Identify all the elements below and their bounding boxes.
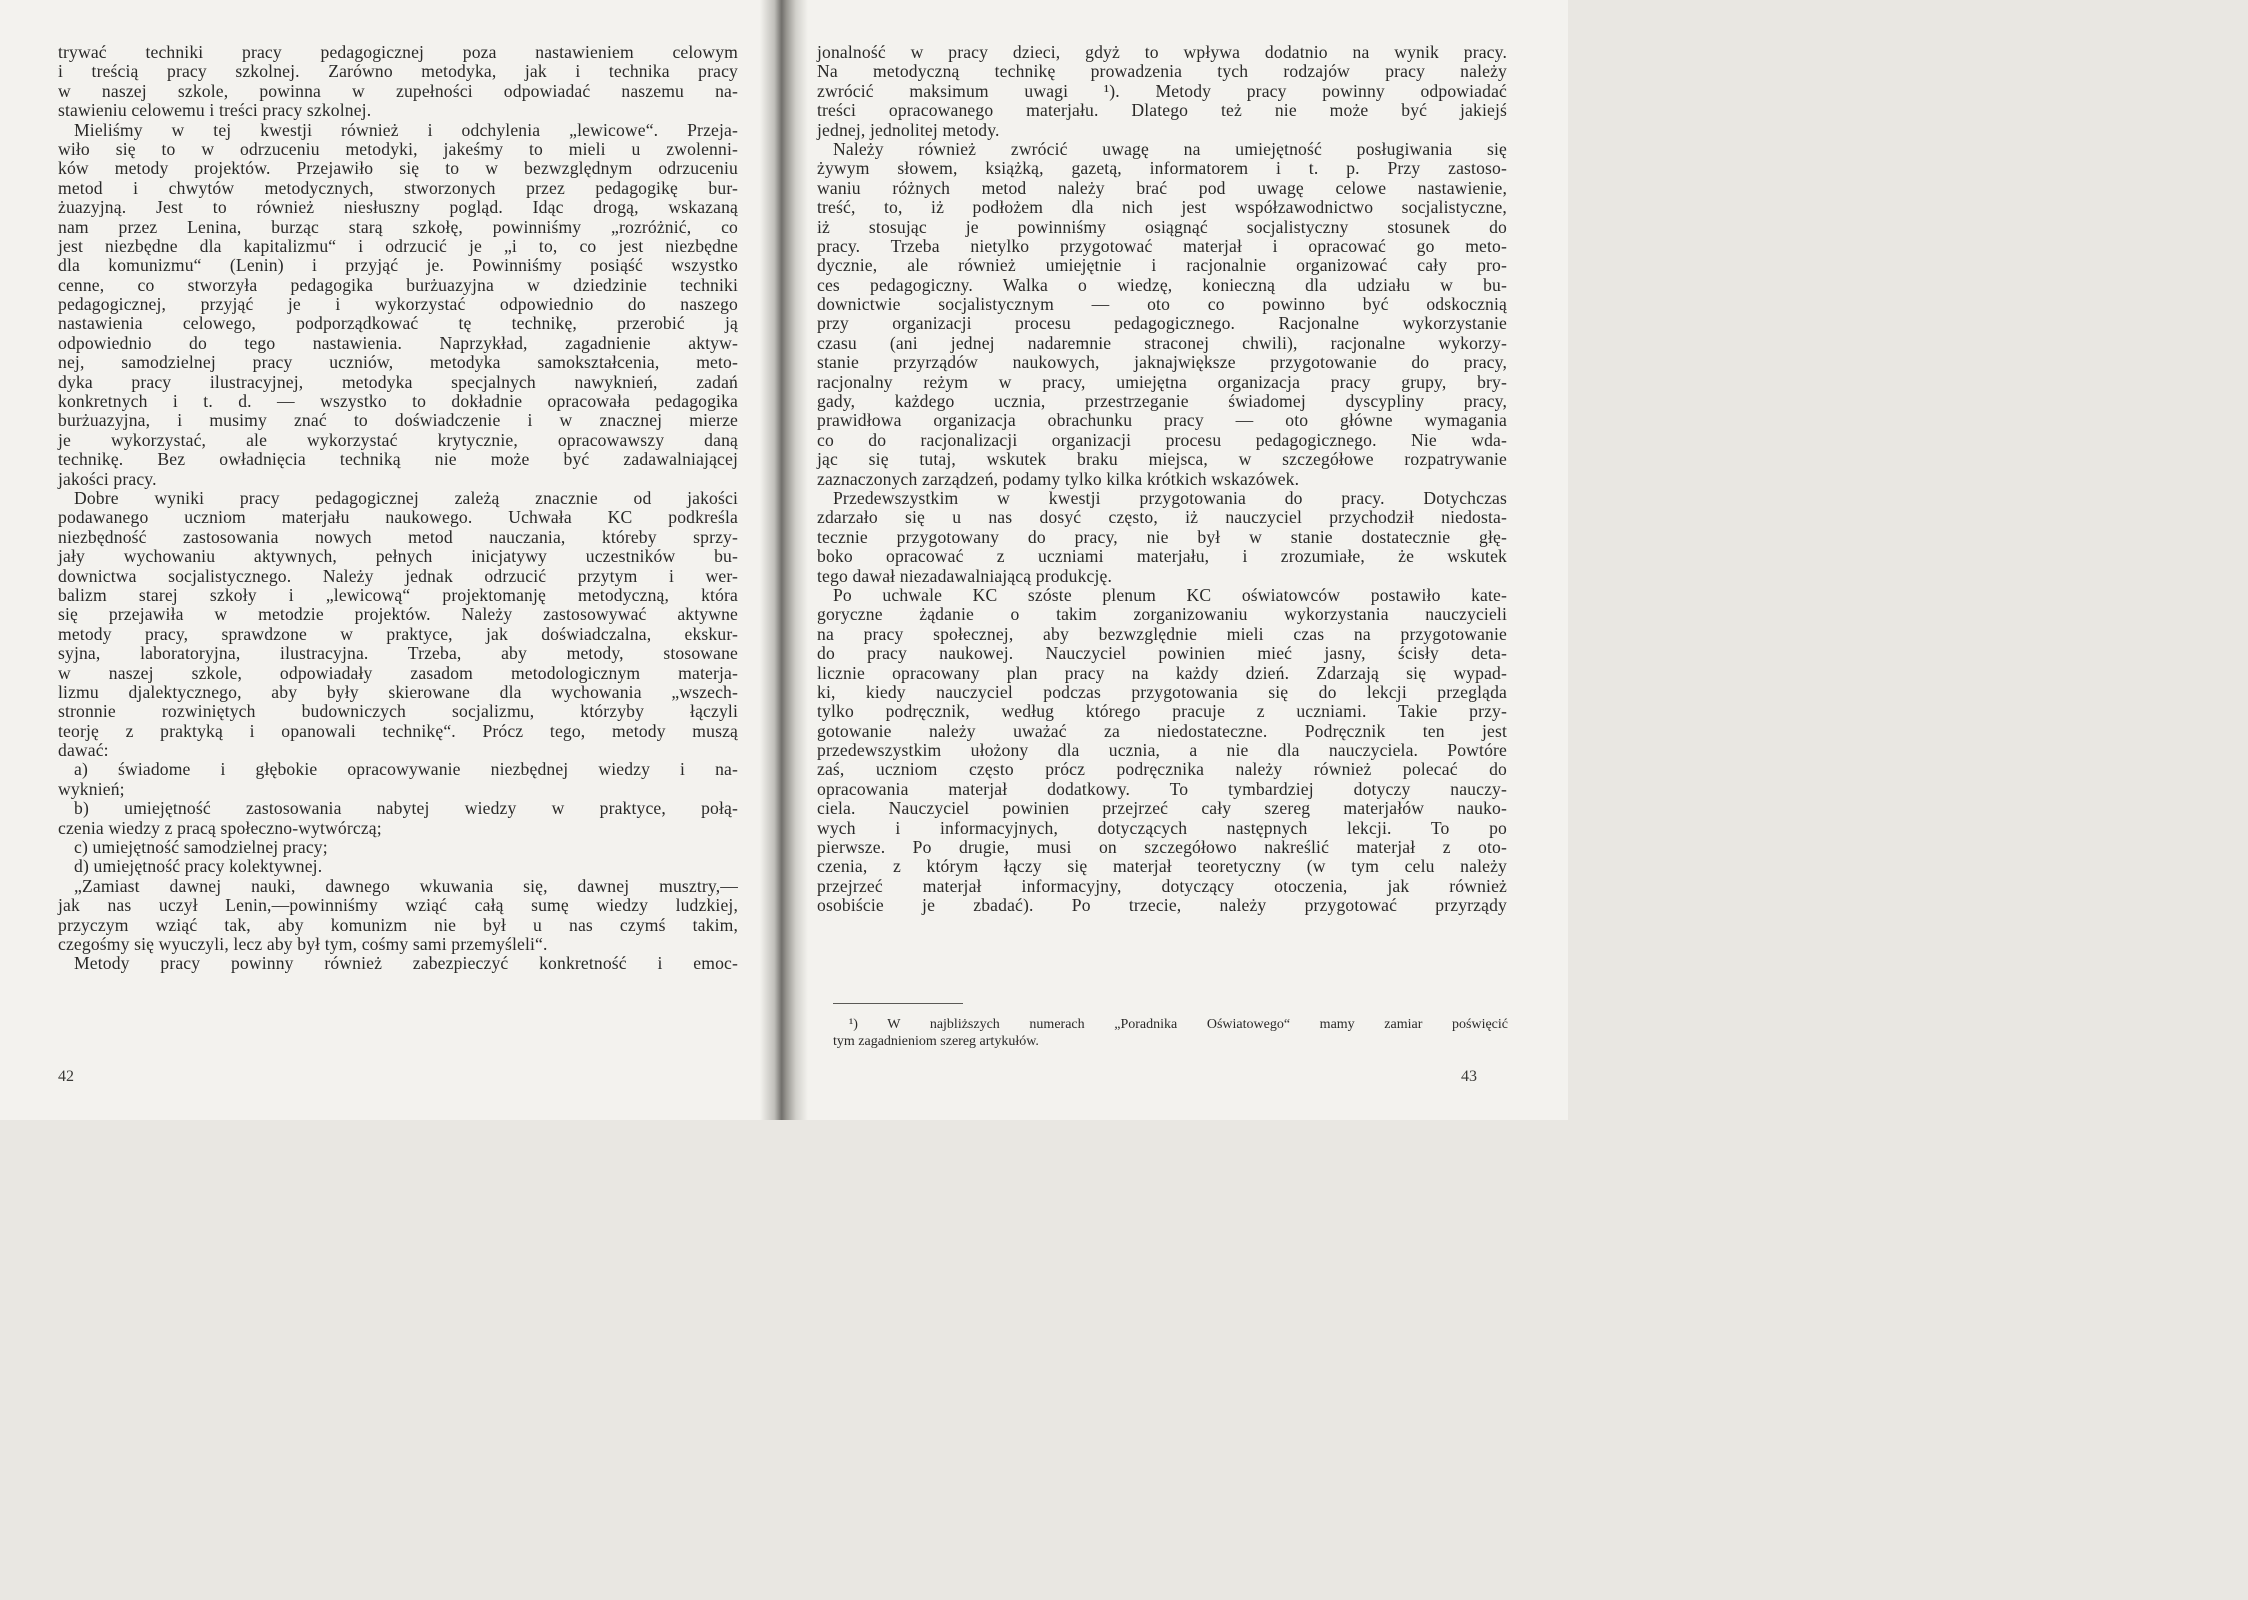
text-line: przedewszystkim ułożony dla ucznia, a nie dla nauczyciela. Powtóre — [817, 740, 1507, 761]
text-line: racjonalny reżym w pracy, umiejętna organizacja pracy grupy, bry- — [817, 371, 1507, 392]
right-page-text — [817, 43, 1507, 916]
text-line: tym zagadnieniom szereg artykułów. — [833, 1034, 1039, 1049]
right-page — [793, 0, 1568, 1120]
text-line: w naszej szkole, odpowiadały zasadom metodologicznym materja- — [58, 662, 738, 683]
left-page-number: 42 — [58, 1068, 74, 1085]
text-line: opracowania materjał dodatkowy. To tymbardziej dotyczy nauczy- — [817, 778, 1507, 799]
text-line: ków metody projektów. Przejawiło się to w bezwzględnym odrzuceniu — [58, 158, 738, 179]
text-line: wiło się to w odrzuceniu metodyki, jakeśmy to mieli u zwolenni- — [58, 138, 738, 159]
text-line: downictwa socjalistycznego. Należy jednak odrzucić przytym i wer- — [58, 565, 738, 586]
text-line: jednej, jednolitej metody. — [817, 119, 1000, 140]
text-line: podawanego uczniom materjału naukowego. Uchwała KC podkreśla — [58, 507, 738, 528]
text-line: dla komunizmu“ (Lenin) i przyjąć je. Powinniśmy posiąść wszystko — [58, 255, 738, 276]
text-line: stanie przyrządów naukowych, jaknajwiększe przygotowanie do pracy, — [817, 352, 1507, 373]
text-line: odpowiednio do tego nastawienia. Naprzykład, zagadnienie aktyw- — [58, 332, 738, 353]
text-line: pedagogicznej, przyjąć je i wykorzystać odpowiednio do naszego — [58, 294, 738, 315]
text-line: downictwie socjalistycznym — oto co powinno być odskocznią — [817, 294, 1507, 315]
text-line: wyknień; — [58, 778, 125, 799]
text-line: burżuazyjna, i musimy znać to doświadczenie i w znacznej mierze — [58, 410, 738, 431]
text-line: ¹) W najbliższych numerach „Poradnika Oświatowego“ mamy zamiar poświęcić — [849, 1017, 1508, 1032]
text-line: dawać: — [58, 740, 109, 761]
text-line: lizmu djalektycznego, aby były skierowane dla wychowania „wszech- — [58, 681, 738, 702]
text-line: goryczne żądanie o takim zorganizowaniu wykorzystania nauczycieli — [817, 604, 1507, 625]
text-line: d) umiejętność pracy kolektywnej. — [74, 856, 323, 877]
text-line: metody pracy, sprawdzone w praktyce, jak doświadczalna, ekskur- — [58, 623, 738, 644]
text-line: nam przez Lenina, burząc starą szkołę, powinniśmy „rozróżnić, co — [58, 216, 738, 237]
text-line: zwrócić maksimum uwagi ¹). Metody pracy powinny odpowiadać — [817, 80, 1507, 101]
text-line: tecznie przygotowany do pracy, nie był w stanie dostatecznie głę- — [817, 526, 1507, 547]
text-line: jest niezbędne dla kapitalizmu“ i odrzucić je „i to, co jest niezbędne — [58, 235, 738, 256]
text-line: czegośmy się wyuczyli, lecz aby był tym, cośmy sami przemyśleli“. — [58, 933, 548, 954]
text-line: przyczym wziąć tak, aby komunizm nie był u nas czymś takim, — [58, 914, 738, 935]
text-line: czenia, z którym łączy się materjał teoretyczny (w tym celu należy — [817, 856, 1507, 877]
text-line: stronnie rozwiniętych budowniczych socjalizmu, którzyby łączyli — [58, 701, 738, 722]
text-line: zdarzało się u nas dosyć często, iż nauczyciel przychodził niedosta- — [817, 507, 1507, 528]
text-line: gady, każdego ucznia, przestrzeganie świadomej dyscypliny pracy, — [817, 391, 1507, 412]
text-line: „Zamiast dawnej nauki, dawnego wkuwania się, dawnej musztry,— — [74, 875, 738, 896]
left-page — [0, 0, 775, 1120]
text-line: dycznie, ale również umiejętnie i racjonalnie organizować cały pro- — [817, 255, 1507, 276]
text-line: metod i chwytów metodycznych, stworzonych przez pedagogikę bur- — [58, 177, 738, 198]
footnote-divider — [833, 1003, 963, 1004]
text-line: je wykorzystać, ale wykorzystać krytycznie, opracowawszy daną — [58, 429, 738, 450]
text-line: w naszej szkole, powinna w zupełności odpowiadać naszemu na- — [58, 80, 738, 101]
text-line: na pracy społecznej, aby bezwzględnie mieli czas na przygotowanie — [817, 623, 1507, 644]
text-line: konkretnych i t. d. — wszystko to dokładnie opracowała pedagogika — [58, 391, 738, 412]
text-line: c) umiejętność samodzielnej pracy; — [74, 837, 328, 858]
text-line: boko opracować z uczniami materjału, i zrozumiałe, że wskutek — [817, 546, 1507, 567]
text-line: przejrzeć materjał informacyjny, dotyczący otoczenia, jak również — [817, 875, 1507, 896]
text-line: nej, samodzielnej pracy uczniów, metodyka samokształcenia, meto- — [58, 352, 738, 373]
text-line: zaznaczonych zarządzeń, podamy tylko kilka krótkich wskazówek. — [817, 468, 1300, 489]
text-line: żywym słowem, książką, gazetą, informatorem i t. p. Przy zastoso- — [817, 158, 1507, 179]
text-line: b) umiejętność zastosowania nabytej wiedzy w praktyce, połą- — [74, 798, 738, 819]
text-line: syjna, laboratoryjna, ilustracyjna. Trzeba, aby metody, stosowane — [58, 643, 738, 664]
text-line: a) świadome i głębokie opracowywanie niezbędnej wiedzy i na- — [74, 759, 738, 780]
text-line: do pracy naukowej. Nauczyciel powinien mieć jasny, ścisły deta- — [817, 643, 1507, 664]
text-line: cenne, co stworzyła pedagogika burżuazyjna w dziedzinie techniki — [58, 274, 738, 295]
text-line: licznie opracowany plan pracy na każdy dzień. Zdarzają się wypad- — [817, 662, 1507, 683]
text-line: czasu (ani jednej nadaremnie straconej chwili), racjonalne wykorzy- — [817, 332, 1507, 353]
right-page-number: 43 — [1461, 1068, 1477, 1085]
left-page-text — [58, 43, 738, 974]
text-line: nastawienia celowego, podporządkować tę technikę, przerobić ją — [58, 313, 738, 334]
text-line: ki, kiedy nauczyciel podczas przygotowania się do lekcji przegląda — [817, 681, 1507, 702]
text-line: co do racjonalizacji organizacji procesu pedagogicznego. Nie wda- — [817, 429, 1507, 450]
text-line: Po uchwale KC szóste plenum KC oświatowców postawiło kate- — [833, 584, 1507, 605]
text-line: czenia wiedzy z pracą społeczno-wytwórczą; — [58, 817, 382, 838]
text-line: teorję z praktyką i opanowali technikę“. Prócz tego, metody muszą — [58, 720, 738, 741]
text-line: pierwsze. Po drugie, musi on szczegółowo nakreślić materjał z oto- — [817, 837, 1507, 858]
text-line: jakości pracy. — [58, 468, 157, 489]
text-line: jonalność w pracy dzieci, gdyż to wpływa dodatnio na wynik pracy. — [817, 42, 1507, 62]
text-line: treść, to, iż podłożem dla nich jest współzawodnictwo socjalistyczne, — [817, 197, 1507, 218]
book-gutter — [760, 0, 808, 1120]
text-line: Mieliśmy w tej kwestji również i odchylenia „lewicowe“. Przeja- — [74, 119, 738, 140]
text-line: stawieniu celowemu i treści pracy szkolnej. — [58, 100, 372, 121]
text-line: pracy. Trzeba nietylko przygotować materjał i opracować go meto- — [817, 235, 1507, 256]
text-line: zaś, uczniom często prócz podręcznika należy również polecać do — [817, 759, 1507, 780]
text-line: treści opracowanego materjału. Dlatego też nie może być jakiejś — [817, 100, 1507, 121]
text-line: prawidłowa organizacja obrachunku pracy — oto główne wymagania — [817, 410, 1507, 431]
text-line: dyka pracy ilustracyjnej, metodyka specjalnych nawyknień, zadań — [58, 371, 738, 392]
text-line: iż stosując je powinniśmy osiągnąć socjalistyczny stosunek do — [817, 216, 1507, 237]
text-line: ces pedagogiczny. Walka o wiedzę, konieczną dla udziału w bu- — [817, 274, 1507, 295]
text-line: jały wychowaniu aktywnych, pełnych inicjatywy uczestników bu- — [58, 546, 738, 567]
text-line: trywać techniki pracy pedagogicznej poza nastawieniem celowym — [58, 42, 738, 62]
text-line: Dobre wyniki pracy pedagogicznej zależą znacznie od jakości — [74, 487, 738, 508]
text-line: żuazyjną. Jest to również niesłuszny pogląd. Idąc drogą, wskazaną — [58, 197, 738, 218]
text-line: przy organizacji procesu pedagogicznego. Racjonalne wykorzystanie — [817, 313, 1507, 334]
book-spread — [0, 0, 1568, 1120]
text-line: wych i informacyjnych, dotyczących następnych lekcji. To po — [817, 817, 1507, 838]
text-line: ciela. Nauczyciel powinien przejrzeć cały szereg materjałów nauko- — [817, 798, 1507, 819]
text-line: i treścią pracy szkolnej. Zarówno metodyka, jak i technika pracy — [58, 61, 738, 82]
text-line: jak nas uczył Lenin,—powinniśmy wziąć całą sumę wiedzy ludzkiej, — [58, 895, 738, 916]
text-line: osobiście je zbadać). Po trzecie, należy przygotować przyrządy — [817, 895, 1507, 916]
text-line: Należy również zwrócić uwagę na umiejętność posługiwania się — [833, 138, 1507, 159]
text-line: waniu różnych metod należy brać pod uwagę celowe nastawienie, — [817, 177, 1507, 198]
text-line: tylko podręcznik, według którego pracuje z uczniami. Takie przy- — [817, 701, 1507, 722]
text-line: technikę. Bez owładnięcia techniką nie może być zadawalniającej — [58, 449, 738, 470]
text-line: balizm starej szkoły i „lewicową“ projektomanję metodyczną, która — [58, 584, 738, 605]
text-line: Na metodyczną technikę prowadzenia tych rodzajów pracy należy — [817, 61, 1507, 82]
text-line: się przejawiła w metodzie projektów. Należy zastosowywać aktywne — [58, 604, 738, 625]
text-line: tego dawał niezadawalniającą produkcję. — [817, 565, 1113, 586]
text-line: jąc się tutaj, wskutek braku miejsca, w szczegółowe rozpatrywanie — [817, 449, 1507, 470]
text-line: niezbędność zastosowania nowych metod nauczania, któreby sprzy- — [58, 526, 738, 547]
text-line: Metody pracy powinny również zabezpieczyć konkretność i emoc- — [74, 953, 738, 974]
text-line: gotowanie należy uważać za niedostateczne. Podręcznik ten jest — [817, 720, 1507, 741]
footnote — [833, 1016, 1508, 1050]
text-line: Przedewszystkim w kwestji przygotowania do pracy. Dotychczas — [833, 487, 1507, 508]
